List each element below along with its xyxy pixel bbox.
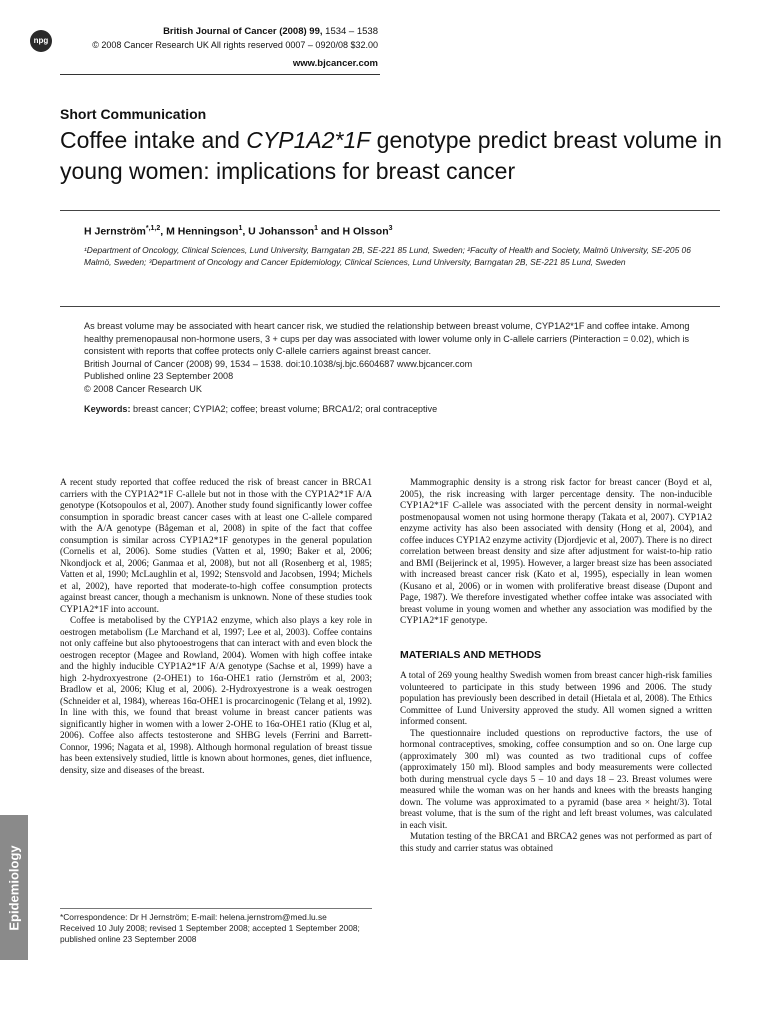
journal-pages: 1534 – 1538 xyxy=(325,26,378,37)
journal-citation xyxy=(163,26,378,37)
title-part-1: Coffee intake and xyxy=(60,127,247,153)
body-paragraph: A total of 269 young healthy Swedish women from breast cancer high-risk families volunteered to participate in this study between 1996 and 2006. The study population has previously been described in detail (Hietala et al, 2008). The Ethics Committee of Lund University approved the study. All women signed a written informed consent. xyxy=(400,671,712,727)
abstract-published: Published online 23 September 2008 xyxy=(84,371,234,381)
author-affiliation-mark: 3 xyxy=(388,225,393,232)
affiliations: ¹Department of Oncology, Clinical Sciences, Lund University, Barngatan 2B, SE-221 85 Lund, Sweden; ²Faculty of Health and Society, Malmö University, SE-205 06 Malmö, Sweden; ³Department of Oncology and Cancer Epidemiology, Clinical Sciences, Lund University, Barngatan 2B, SE-221 85 Lund, Sweden xyxy=(84,244,691,267)
author-affiliation-mark: *,1,2 xyxy=(145,225,161,232)
journal-name: British Journal of Cancer (2008) 99, xyxy=(163,26,323,37)
article-title xyxy=(60,125,740,187)
keywords-list: breast cancer; CYPIA2; coffee; breast volume; BRCA1/2; oral contraceptive xyxy=(130,404,438,414)
correspondence-note: *Correspondence: Dr H Jernström; E-mail: helena.jernstrom@med.lu.se xyxy=(60,912,327,922)
footnote xyxy=(60,908,372,946)
header-divider xyxy=(60,74,380,75)
body-column-right xyxy=(400,478,712,855)
side-tab-label: Epidemiology xyxy=(6,844,22,931)
author-name: H Jernström xyxy=(84,225,146,238)
title-part-2: genotype predict breast volume in young women: implications for breast cancer xyxy=(60,127,722,184)
keywords xyxy=(84,403,720,416)
author-block xyxy=(60,210,720,269)
body-paragraph: A recent study reported that coffee reduced the risk of breast cancer in BRCA1 carriers with the CYP1A2*1F C-allele but not in those with the CYP1A2*1F A/A genotype (Kotsopoulos et al, 2007). Another study found significantly lower coffee consumption in sporadic breast cancer cases with at least one C-allele compared with the A/A genotype (Bågeman et al, 2008) in spite of the fact that coffee consumption is similar across CYP1A2*1F genotypes in the general population (Cornelis et al, 2006). Some studies (Vatten et al, 1990; Baker et al, 2006; Nkondjock et al, 2006; Ganmaa et al, 2008), but not all (Rosenberg et al, 1985; Vatten et al, 1990; McLaughlin et al, 1992; Stensvold and Jacobsen, 1994; Michels et al, 2002), have reported that moderate-to-high coffee consumption protects against breast cancer, though a mechanism is unknown. None of these studies took CYP1A2*1F into account. xyxy=(60,478,372,615)
abstract-copyright: © 2008 Cancer Research UK xyxy=(84,383,202,394)
title-gene: CYP1A2*1F xyxy=(246,127,371,153)
body-paragraph: Mutation testing of the BRCA1 and BRCA2 genes was not performed as part of this study and carrier status was obtained xyxy=(400,832,712,854)
body-paragraph: The questionnaire included questions on reproductive factors, the use of hormonal contraceptives, smoking, coffee consumption and so on. One large cup (approximately 300 ml) was counted as two traditional cups of coffee (approximately 150 ml). Blood samples and body measurements were collected both during menstrual cycle days 5 – 10 and days 18 – 23. Breast volumes were measured while the woman was on her hands and knees with the breasts hanging down. The volume was approximated to a pyramid (base area × height/3). Total breast volume, that is the sum of the right and left breast volumes, was calculated in each visit. xyxy=(400,728,712,831)
author-affiliation-mark: 1 xyxy=(238,225,243,232)
author-affiliation-mark: 1 xyxy=(314,225,319,232)
body-column-left xyxy=(60,478,372,777)
body-paragraph: Coffee is metabolised by the CYP1A2 enzyme, which also plays a key role in oestrogen metabolism (Le Marchand et al, 1997; Lee et al, 2003). Coffee contains not only caffeine but also phytooestrogens that can interact with and even block the oestrogen receptor (Magee and Rowland, 2004). Women with high coffee intake and the highly inducible CYP1A2*1F A/A genotype (Sachse et al, 1999) have a high 2-hydroxyestrone (2-OHE1) to 16α-OHE1 ratio (Jernström et al, 2003; Bradlow et al, 2006; Klug et al, 2006). 2-Hydroxyestrone is a weak oestrogen (Schneider et al, 1984), whereas 16α-OHE1 is procarcinogenic (Telang et al, 1992). In line with this, we found that breast volume in breast cancer patients was significantly higher in women with a lower 2-OHE to 16α-OHE1 ratio (Klug et al, 2006). Coffee also affects testosterone and SHBG levels (Ferrini and Barrett-Connor, 1996; Nagata et al, 1998). Although hormonal regulation of breast tissue has been extensively studied, little is known about hormones, genes, diet influence, density, size and diseases of the breast. xyxy=(60,616,372,776)
journal-url[interactable]: www.bjcancer.com xyxy=(292,58,378,69)
article-type: Short Communication xyxy=(60,106,207,122)
section-side-tab xyxy=(0,815,28,960)
keywords-label: Keywords: xyxy=(84,404,131,414)
author-name: and H Olsson xyxy=(318,225,389,238)
abstract-text: As breast volume may be associated with heart cancer risk, we studied the relationship between breast volume, CYP1A2*1F and coffee intake. Among healthy premenopausal non-hormone users, 3 + cups per day was associated with lower volume only in C-allele carriers (Pinteraction = 0.02), which is consistent with reports that coffee protects only C-allele carriers against breast cancer. xyxy=(84,321,690,356)
author-name: , M Henningson xyxy=(160,225,239,238)
author-name: , U Johansson xyxy=(242,225,315,238)
author-list xyxy=(84,225,720,238)
body-paragraph: Mammographic density is a strong risk factor for breast cancer (Boyd et al, 2005), the risk increasing with larger percentage density. The non-inducible CYP1A2*1F C-allele was associated with the percent density in normal-weight postmenopausal women not using hormone therapy (Takata et al, 2007). CYP1A2 enzyme activity has also been associated with density (Hong et al, 2004), and coffee induces CYP1A2 enzyme activity (Djordjevic et al, 2007). There is no direct correlation between breast density and size after adjustment for waist-to-hip ratio and BMI (Beijerinck et al, 1995). However, a larger breast size has been associated with increased breast cancer risk (Kato et al, 1995), especially in lean women (Kusano et al, 2006) or in women with proliferative breast disease (Dupont and Page, 1987). We therefore investigated whether coffee intake was associated with breast volume in young women and whether any association was modified by the CYP1A2*1F genotype. xyxy=(400,478,712,626)
section-heading-methods: MATERIALS AND METHODS xyxy=(400,648,542,661)
abstract-citation: British Journal of Cancer (2008) 99, 1534 – 1538. doi:10.1038/sj.bjc.6604687 www.bjcancer.com xyxy=(84,358,473,369)
copyright-line: © 2008 Cancer Research UK All rights reserved 0007 – 0920/08 $32.00 xyxy=(92,40,378,50)
abstract xyxy=(60,306,720,416)
received-dates: Received 10 July 2008; revised 1 September 2008; accepted 1 September 2008; published online 23 September 2008 xyxy=(60,923,360,945)
npg-logo: npg xyxy=(30,30,52,52)
